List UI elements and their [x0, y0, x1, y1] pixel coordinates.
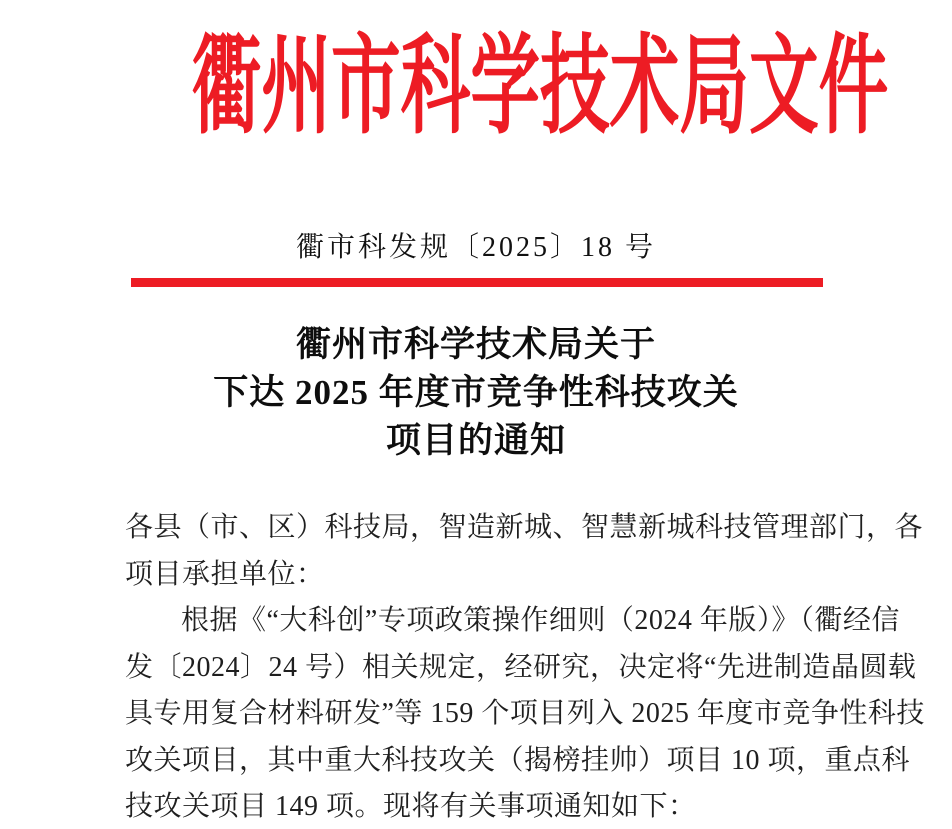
paragraph-line-5: 技攻关项目 149 项。现将有关事项通知如下： — [125, 791, 697, 822]
notice-title-line-1: 衢州市科学技术局关于 — [295, 325, 656, 364]
notice-title-line-2: 下达 2025 年度市竞争性科技攻关 — [213, 373, 739, 412]
document-number: 衢市科发规〔2025〕18 号 — [295, 232, 656, 263]
notice-title-line-3: 项目的通知 — [385, 421, 566, 460]
agency-title-text: 衢州市科学技术局文件 — [191, 28, 889, 147]
agency-red-header — [0, 22, 952, 154]
red-divider-rule — [131, 278, 823, 287]
paragraph-line-3: 具专用复合材料研发”等 159 个项目列入 2025 年度市竞争性科技 — [125, 698, 925, 729]
salutation-line-2: 项目承担单位： — [125, 558, 325, 590]
salutation-line-1: 各县（市、区）科技局，智造新城、智慧新城科技管理部门，各 — [125, 512, 924, 543]
paragraph-line-4: 攻关项目，其中重大科技攻关（揭榜挂帅）项目 10 项，重点科 — [125, 744, 911, 776]
paragraph-line-2: 发〔2024〕24 号）相关规定，经研究，决定将“先进制造晶圆载 — [125, 651, 917, 683]
paragraph-line-1: 根据《“大科创”专项政策操作细则（2024 年版）》（衢经信 — [181, 605, 900, 636]
notice-body — [125, 505, 925, 829]
notice-title — [0, 321, 952, 465]
